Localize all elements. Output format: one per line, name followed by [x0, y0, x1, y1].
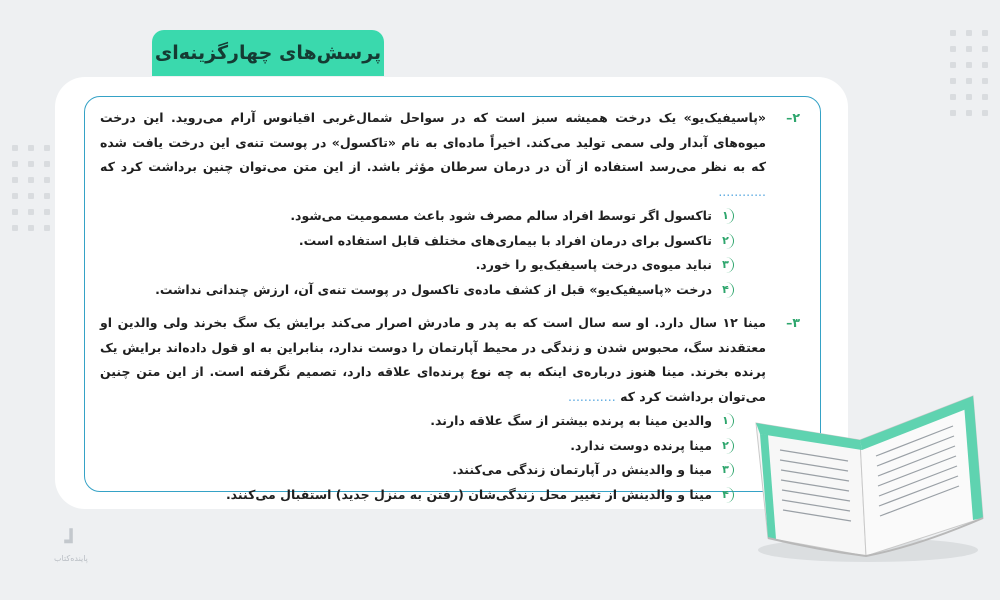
decorative-dots-left — [12, 145, 50, 231]
option-3[interactable] — [100, 458, 734, 483]
logo-text: پاینده‌کتاب — [54, 554, 88, 563]
option-1[interactable] — [100, 204, 734, 229]
logo-mark-icon: ┛ — [64, 530, 78, 555]
question-3 — [100, 311, 800, 507]
option-text: نباید میوه‌ی درخت پاسیفیک‌یو را خورد. — [475, 257, 712, 272]
option-2[interactable] — [100, 229, 734, 254]
option-number: ۲ — [718, 233, 734, 249]
option-text: درخت «پاسیفیک‌یو» قبل از کشف ماده‌ی تاکسول در پوست تنه‌ی آن، ارزش چندانی نداشت. — [155, 281, 712, 297]
option-text: تاکسول برای درمان افراد با بیماری‌های مختلف قابل استفاده است. — [298, 232, 712, 248]
option-number: ۳ — [718, 462, 734, 478]
section-title-tab — [152, 30, 384, 76]
question-stem: مینا ۱۲ سال دارد. او سه سال است که به پدر و مادرش اصرار می‌کند برایش یک سگ بخرند ولی والدین او معتقدند سگ، محبوس شدن و زندگی در محیط آپارتمان را دوست ندارد، بنابراین به او قول داده‌اند برایش یک پرنده بخرند. مینا هنوز درباره‌ی اینکه به چه نوع پرنده‌ای علاقه دارد، تصمیم نگرفته است. از این متن چنین می‌توان برداشت کرد که ............ — [100, 315, 767, 404]
option-text: تاکسول اگر توسط افراد سالم مصرف شود باعث مسمومیت می‌شود. — [290, 208, 712, 223]
answer-blank: ............ — [568, 388, 616, 404]
question-stem: «پاسیفیک‌یو» یک درخت همیشه سبز است که در سواحل شمال‌غربی اقیانوس آرام می‌روید. این درخت میوه‌های آبدار ولی سمی تولید می‌کند. اخیراً ماده‌ای به نام «تاکسول» در پوست تنه‌ی این درخت یافت شده که به نظر می‌رسد استفاده از آن در درمان سرطان مؤثر باشد. از این متن می‌توان چنین برداشت کرد که ............ — [100, 110, 766, 199]
question-2 — [100, 106, 800, 302]
question-number: ۲– — [786, 110, 800, 125]
option-4[interactable] — [100, 483, 734, 508]
option-4[interactable] — [100, 278, 734, 303]
option-3[interactable] — [100, 253, 734, 278]
option-number: ۱ — [718, 413, 734, 429]
option-number: ۴ — [718, 282, 734, 298]
answer-blank: ............ — [718, 183, 766, 199]
option-1[interactable] — [100, 409, 734, 434]
decorative-dots-right — [950, 30, 988, 116]
brand-logo — [54, 532, 88, 563]
question-number: ۳– — [786, 315, 800, 330]
option-text: مینا و والدینش از تغییر محل زندگی‌شان (رفتن به منزل جدید) استقبال می‌کنند. — [225, 486, 712, 502]
option-number: ۱ — [718, 208, 734, 224]
options-list — [100, 204, 734, 302]
option-text: مینا پرنده دوست ندارد. — [570, 437, 712, 453]
option-number: ۴ — [718, 487, 734, 503]
option-number: ۲ — [718, 438, 734, 454]
open-book-image — [748, 378, 988, 568]
options-list — [100, 409, 734, 507]
option-text: مینا و والدینش در آپارتمان زندگی می‌کنند. — [452, 462, 712, 477]
option-2[interactable] — [100, 434, 734, 459]
section-title: پرسش‌های چهارگزینه‌ای — [154, 42, 382, 64]
questions-content — [100, 106, 800, 507]
option-text: والدین مینا به پرنده بیشتر از سگ علاقه دارند. — [430, 413, 712, 428]
option-number: ۳ — [718, 257, 734, 273]
